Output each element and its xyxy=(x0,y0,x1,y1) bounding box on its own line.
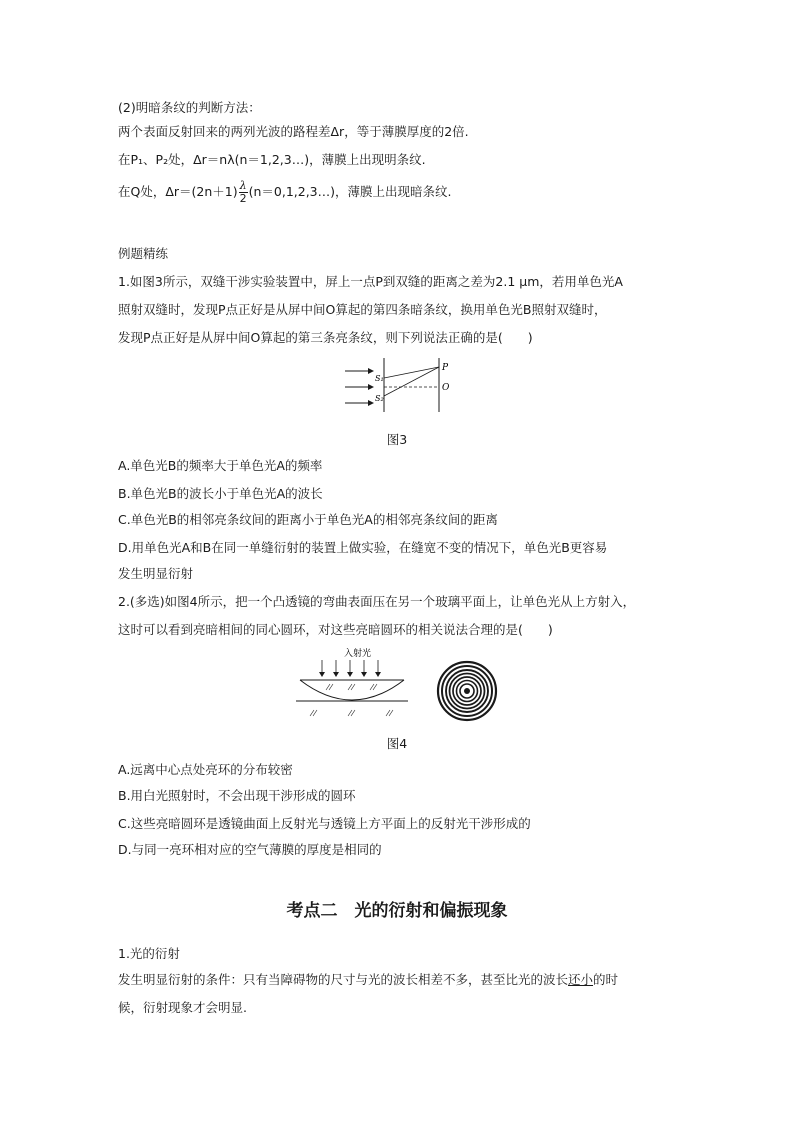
label-o: O xyxy=(442,383,450,393)
diffraction-line-1-post: 的时 xyxy=(593,972,619,987)
q1-stem-line-2: 照射双缝时，发现P点正好是从屏中间O算起的第四条暗条纹，换用单色光B照射双缝时， xyxy=(118,302,607,317)
ray-s2-to-p xyxy=(384,367,439,396)
figure-4-newton-rings xyxy=(436,660,498,722)
fraction-numerator: λ xyxy=(239,179,247,192)
diffraction-line-1 xyxy=(118,972,618,988)
intro-heading: (2)明暗条纹的判断方法： xyxy=(118,100,261,115)
q1-stem-line-3: 发现P点正好是从屏中间O算起的第三条亮条纹，则下列说法正确的是( ) xyxy=(118,330,533,345)
figure-3-double-slit-diagram xyxy=(340,354,470,416)
intro-line-3 xyxy=(118,180,452,205)
q1-option-d: D.用单色光A和B在同一单缝衍射的装置上做实验，在缝宽不变的情况下，单色光B更容易 xyxy=(118,540,608,555)
intro-line-3-post: (n＝0,1,2,3…)，薄膜上出现暗条纹. xyxy=(248,184,452,199)
q1-stem-line-1: 1.如图3所示，双缝干涉实验装置中，屏上一点P到双缝的距离之差为2.1 μm，若用单色光A xyxy=(118,274,623,289)
figure-3-caption: 图3 xyxy=(386,432,408,447)
label-incident-light: 入射光 xyxy=(344,649,372,659)
q2-stem-line-1: 2.(多选)如图4所示，把一个凸透镜的弯曲表面压在另一个玻璃平面上，让单色光从上方射入， xyxy=(118,594,636,609)
q2-option-b: B.用白光照射时，不会出现干涉形成的圆环 xyxy=(118,788,356,803)
q2-option-c: C.这些亮暗圆环是透镜曲面上反射光与透镜上方平面上的反射光干涉形成的 xyxy=(118,816,531,831)
lens-curved-surface xyxy=(300,680,404,700)
label-p: P xyxy=(442,363,449,373)
intro-line-1: 两个表面反射回来的两列光波的路程差Δr，等于薄膜厚度的2倍. xyxy=(118,124,469,139)
q1-option-b: B.单色光B的波长小于单色光A的波长 xyxy=(118,486,323,501)
practice-title: 例题精练 xyxy=(118,246,169,261)
q2-option-d: D.与同一亮环相对应的空气薄膜的厚度是相同的 xyxy=(118,842,382,857)
fraction-denominator: 2 xyxy=(239,192,247,205)
q1-option-c: C.单色光B的相邻亮条纹间的距离小于单色光A的相邻亮条纹间的距离 xyxy=(118,512,498,527)
underlined-blank: 还小 xyxy=(568,972,594,987)
label-s1: S₁ xyxy=(375,374,384,383)
diffraction-title: 1.光的衍射 xyxy=(118,946,180,961)
ray-s1-to-p xyxy=(384,367,439,378)
diffraction-line-1-pre: 发生明显衍射的条件：只有当障碍物的尺寸与光的波长相差不多，甚至比光的波长 xyxy=(118,972,569,987)
figure-4-caption: 图4 xyxy=(386,736,408,751)
q2-stem-line-2: 这时可以看到亮暗相间的同心圆环，对这些亮暗圆环的相关说法合理的是( ) xyxy=(118,622,553,637)
q2-option-a: A.远离中心点处亮环的分布较密 xyxy=(118,762,293,777)
q1-option-a: A.单色光B的频率大于单色光A的频率 xyxy=(118,458,323,473)
figure-4-lens-diagram xyxy=(292,644,412,722)
intro-line-2: 在P₁、P₂处，Δr＝nλ(n＝1,2,3…)，薄膜上出现明条纹. xyxy=(118,152,426,167)
diffraction-line-2: 候，衍射现象才会明显. xyxy=(118,1000,247,1015)
section-title: 考点二 光的衍射和偏振现象 xyxy=(286,901,508,921)
lambda-over-2-fraction xyxy=(239,180,248,205)
q1-option-d-continued: 发生明显衍射 xyxy=(118,566,194,581)
intro-line-3-pre: 在Q处，Δr＝(2n＋1) xyxy=(118,184,238,199)
label-s2: S₂ xyxy=(375,394,384,403)
